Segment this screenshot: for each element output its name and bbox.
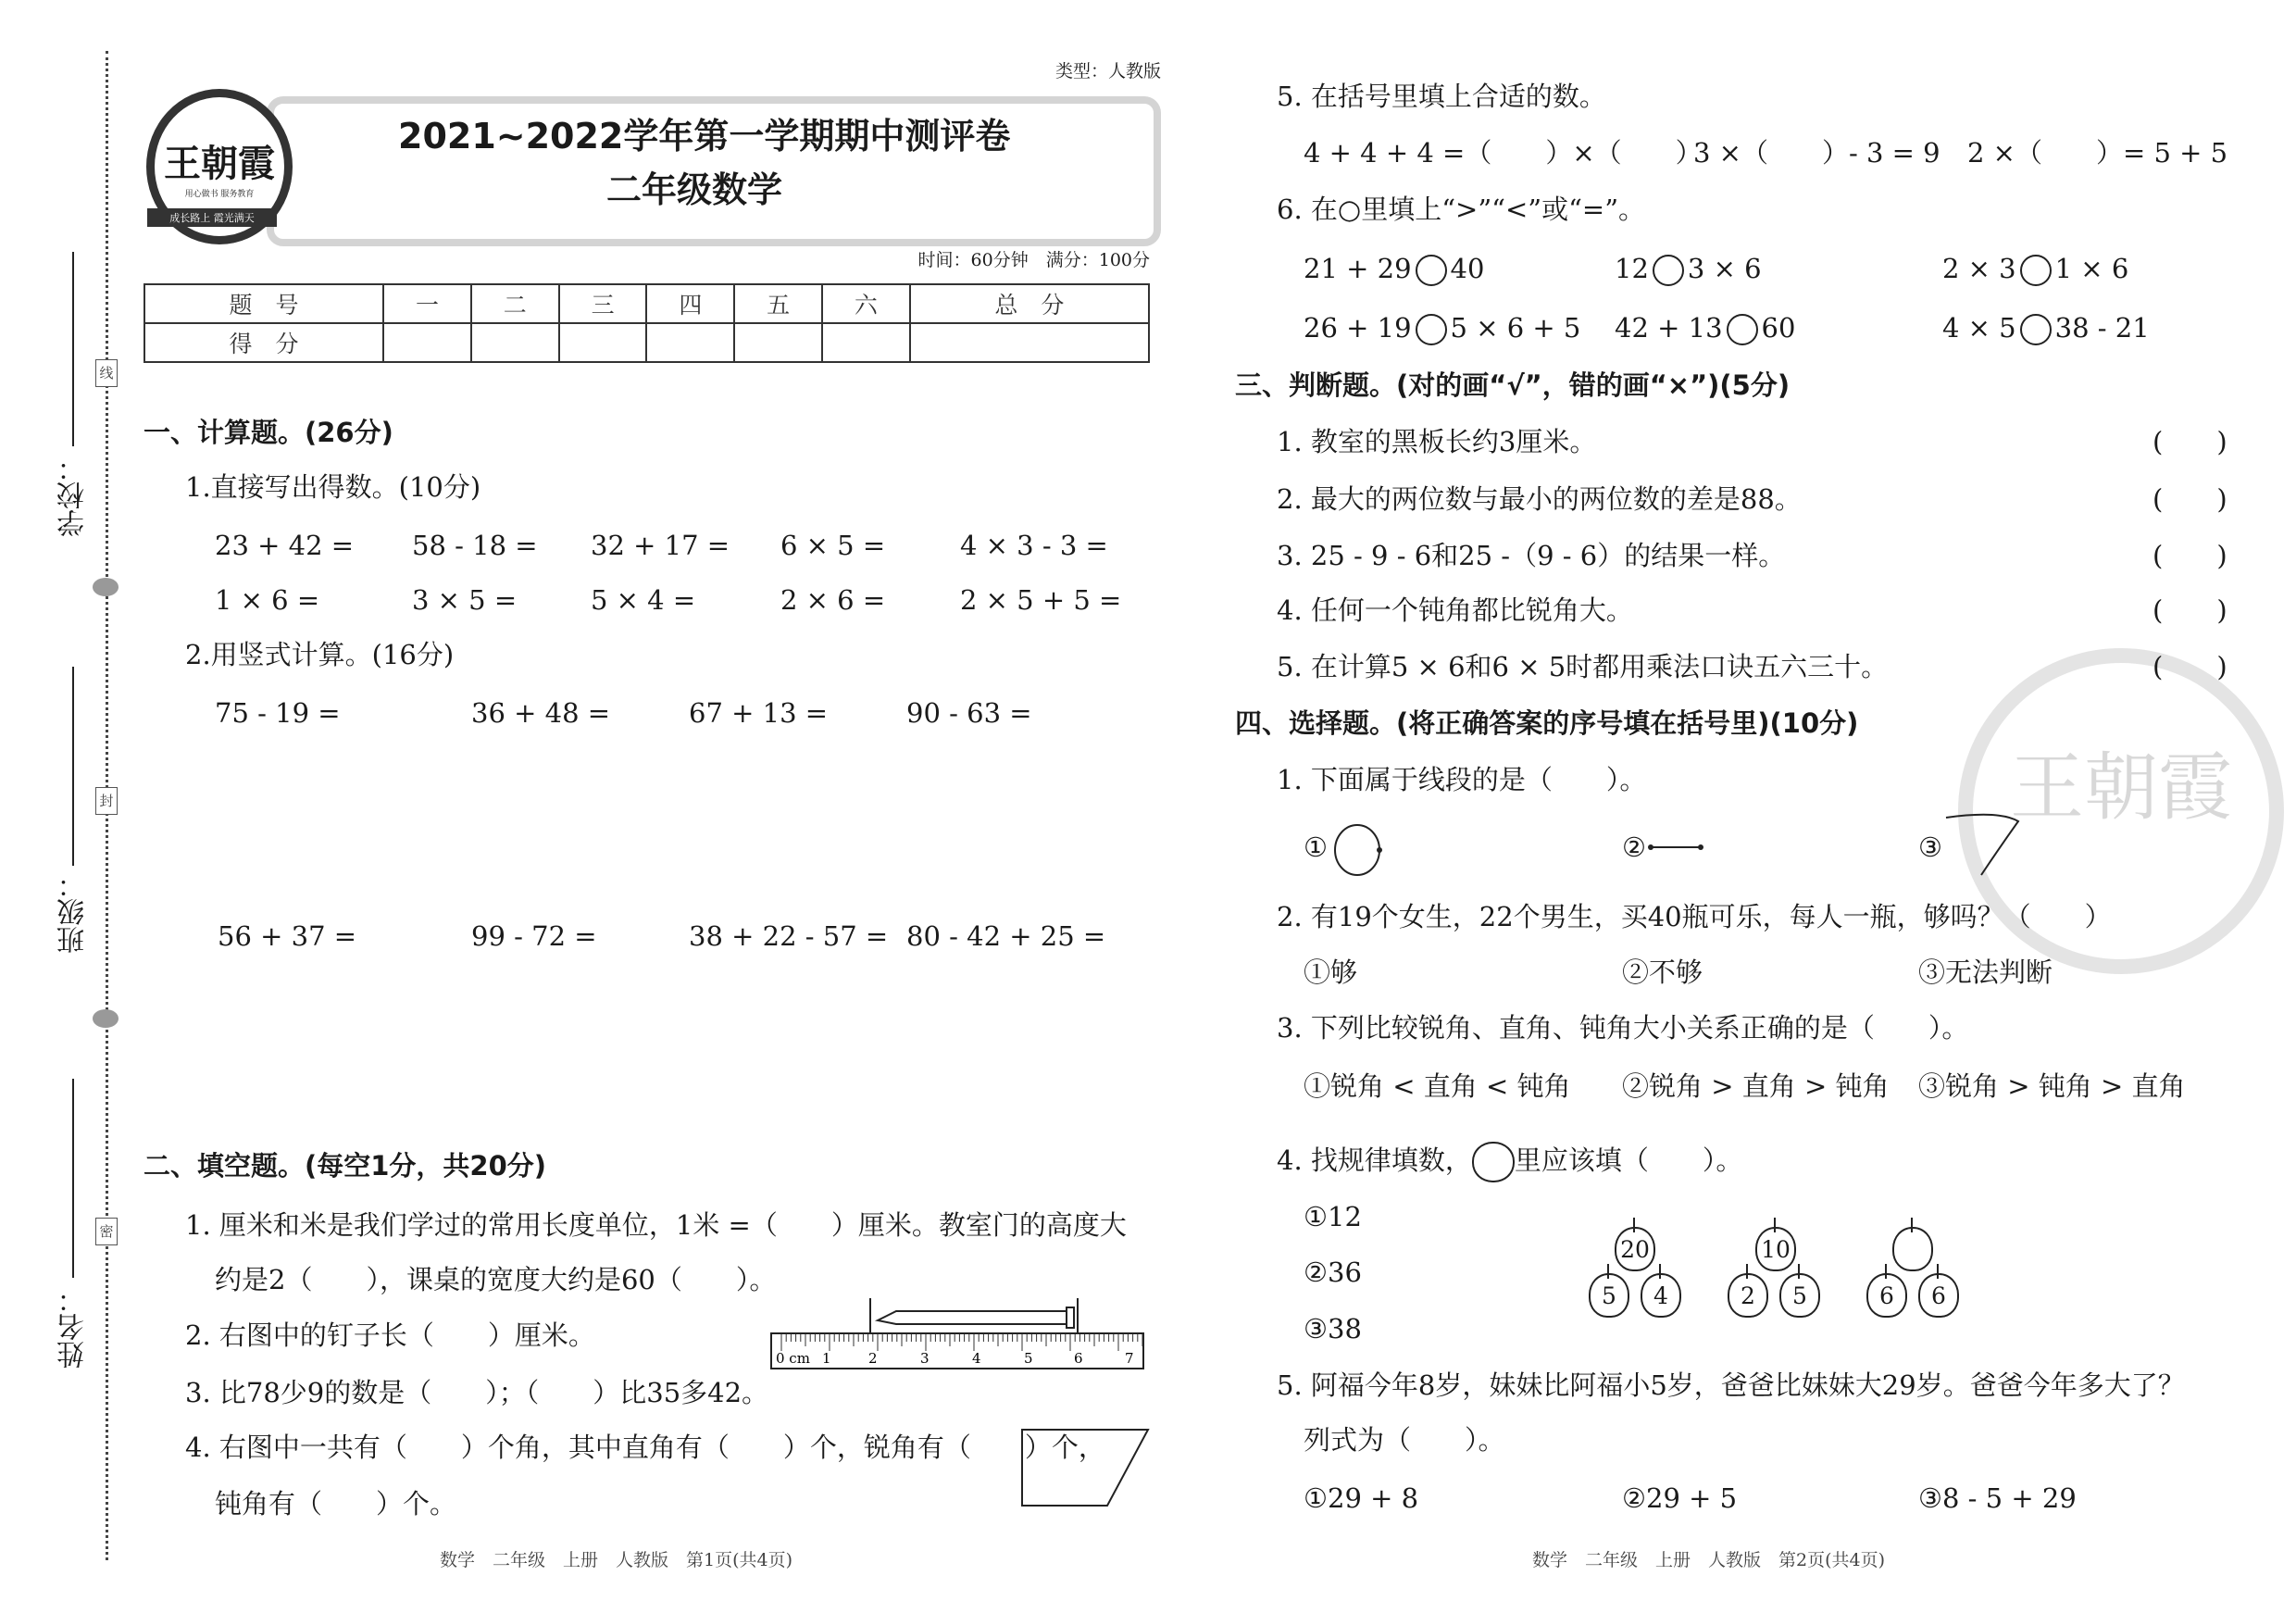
compare-item: [1615, 253, 1762, 286]
answer-paren[interactable]: ( ): [2152, 540, 2227, 571]
expression: 80 - 42 + 25 =: [906, 920, 1106, 952]
ruler-label: 1: [822, 1350, 831, 1367]
score-cell[interactable]: [910, 323, 1149, 362]
class-underline: [72, 667, 74, 866]
option: ③38: [1304, 1313, 1362, 1344]
fill-item: 3 ×（ ）- 3 = 9: [1693, 137, 1940, 169]
option: ②29 + 5: [1622, 1482, 1738, 1514]
expression: 75 - 19 =: [215, 697, 341, 729]
compare-circle[interactable]: [2020, 314, 2052, 345]
circle-figure: [1331, 822, 1389, 878]
fill-q4-cont: 钝角有（ ）个。: [215, 1488, 457, 1519]
compare-circle[interactable]: [1727, 314, 1758, 345]
apple-right: 4: [1641, 1273, 1681, 1318]
q2-title: 2.用竖式计算。(16分): [185, 639, 455, 670]
section1-title: 一、计算题。(26分): [144, 417, 393, 448]
fill-item: 2 ×（ ）= 5 + 5: [1967, 137, 2228, 169]
header-cell: 二: [471, 284, 559, 323]
compare-left: 4 × 5: [1942, 312, 2016, 344]
score-table: [144, 283, 1150, 363]
name-underline: [72, 1079, 74, 1278]
choice-q2: 2. 有19个女生，22个男生，买40瓶可乐，每人一瓶，够吗？（ ）: [1277, 901, 2112, 932]
fill-item: 4 + 4 + 4 =（ ）×（ ）: [1304, 137, 1703, 169]
score-cell[interactable]: [471, 323, 559, 362]
compare-left: 2 × 3: [1942, 253, 2016, 284]
expression: 90 - 63 =: [906, 697, 1032, 729]
trapezoid-figure: [1018, 1426, 1153, 1511]
choice-q5: 5. 阿福今年8岁，妹妹比阿福小5岁，爸爸比妹妹大29岁。爸爸今年多大了？: [1277, 1369, 2185, 1401]
judge-item: 1. 教室的黑板长约3厘米。: [1277, 426, 1597, 457]
fill-q1-cont: 约是2（ ），课桌的宽度大约是60（ ）。: [215, 1264, 777, 1295]
ruler-label: 6: [1074, 1350, 1083, 1367]
header-cell: 五: [734, 284, 822, 323]
class-label: 班级：: [57, 870, 90, 954]
header-cell: 题 号: [144, 284, 383, 323]
compare-circle[interactable]: [1653, 255, 1684, 286]
nail-ruler-figure: [768, 1287, 1148, 1372]
ruler-label: 3: [920, 1350, 930, 1367]
option: ①29 + 8: [1304, 1482, 1419, 1514]
option: ③8 - 5 + 29: [1918, 1482, 2077, 1514]
expression: 4 × 3 - 3 =: [960, 530, 1108, 561]
compare-right: 3 × 6: [1687, 253, 1762, 284]
section3-title: 三、判断题。(对的画“√”，错的画“×”)(5分): [1235, 369, 1791, 401]
expression: 5 × 4 =: [591, 584, 696, 616]
ring-icon: [93, 1009, 119, 1028]
option: ①够: [1304, 957, 1358, 988]
type-label: 类型：人教版: [1055, 61, 1162, 81]
compare-circle[interactable]: [2020, 255, 2052, 286]
option: ②: [1622, 832, 1646, 863]
ruler-label: 2: [868, 1350, 878, 1367]
ruler-label: 5: [1024, 1350, 1033, 1367]
compare-right: 5 × 6 + 5: [1450, 312, 1581, 344]
score-cell[interactable]: [646, 323, 734, 362]
section4-title: 四、选择题。(将正确答案的序号填在括号里)(10分): [1235, 707, 1859, 739]
expression: 6 × 5 =: [780, 530, 886, 561]
header-cell: 一: [383, 284, 471, 323]
ruler-label: 0 cm: [776, 1350, 810, 1367]
choice-q1: 1. 下面属于线段的是（ ）。: [1277, 764, 1647, 795]
compare-left: 26 + 19: [1304, 312, 1412, 344]
compare-circle[interactable]: [1416, 255, 1447, 286]
expression: 99 - 72 =: [471, 920, 597, 952]
fill-q2: 2. 右图中的钉子长（ ）厘米。: [185, 1319, 595, 1351]
compare-circle[interactable]: [1416, 314, 1447, 345]
answer-paren[interactable]: ( ): [2152, 426, 2227, 457]
judge-item: 4. 任何一个钝角都比锐角大。: [1277, 594, 1633, 626]
table-row: [144, 323, 1149, 362]
judge-item: 5. 在计算5 × 6和6 × 5时都用乘法口诀五六三十。: [1277, 651, 1889, 682]
time-info: 时间：60分钟 满分：100分: [917, 250, 1150, 270]
ring-icon: [93, 578, 119, 596]
name-label: 姓名：: [57, 1285, 90, 1369]
expression: 1 × 6 =: [215, 584, 320, 616]
footer-page2: 数学 二年级 上册 人教版 第2页(共4页): [1532, 1550, 1886, 1570]
choice-q4: [1277, 1142, 1742, 1182]
expression: 58 - 18 =: [412, 530, 538, 561]
q1-title: 1.直接写出得数。(10分): [185, 471, 481, 503]
logo-ribbon: 成长路上 霞光满天: [147, 208, 277, 227]
compare-right: 40: [1450, 253, 1485, 284]
expression: 2 × 5 + 5 =: [960, 584, 1122, 616]
score-cell[interactable]: [383, 323, 471, 362]
ruler-label: 7: [1125, 1350, 1134, 1367]
seal-seal: 封: [95, 787, 118, 815]
q4-suffix: 里应该填（ ）。: [1514, 1144, 1743, 1176]
answer-paren[interactable]: ( ): [2152, 483, 2227, 515]
option: ③无法判断: [1918, 957, 2053, 988]
answer-paren[interactable]: ( ): [2152, 594, 2227, 626]
option: ③: [1918, 832, 1942, 863]
apple-right: 5: [1779, 1273, 1820, 1318]
expression: 23 + 42 =: [215, 530, 355, 561]
apple-left: 2: [1728, 1273, 1768, 1318]
compare-left: 12: [1615, 253, 1649, 284]
apple-top: 10: [1755, 1227, 1796, 1271]
fill-q5: 5. 在括号里填上合适的数。: [1277, 81, 1606, 112]
curve-figure: [1944, 810, 2028, 880]
fill-q3: 3. 比78少9的数是（ ）；（ ）比35多42。: [185, 1377, 769, 1408]
logo-slogan: 用心做书 服务教育: [184, 190, 255, 199]
expression: 67 + 13 =: [689, 697, 829, 729]
school-label: 学校：: [57, 454, 90, 537]
header-cell: 四: [646, 284, 734, 323]
expression: 56 + 37 =: [218, 920, 357, 952]
expression: 2 × 6 =: [780, 584, 886, 616]
header-cell: 总 分: [910, 284, 1149, 323]
expression: 36 + 48 =: [471, 697, 611, 729]
option: ①12: [1304, 1201, 1362, 1232]
option: ③锐角 > 钝角 > 直角: [1918, 1070, 2186, 1102]
row-label: 得 分: [144, 323, 383, 362]
segment-figure: [1648, 838, 1703, 857]
footer-page1: 数学 二年级 上册 人教版 第1页(共4页): [440, 1550, 793, 1570]
brand-logo: [146, 89, 293, 244]
score-cell[interactable]: [559, 323, 647, 362]
score-cell[interactable]: [734, 323, 822, 362]
compare-item: [1304, 312, 1580, 345]
judge-item: 2. 最大的两位数与最小的两位数的差是88。: [1277, 483, 1802, 515]
compare-right: 38 - 21: [2054, 312, 2150, 344]
apple-top[interactable]: [1892, 1227, 1933, 1271]
ruler-label: 4: [972, 1350, 981, 1367]
page-subtitle: 二年级数学: [605, 169, 782, 210]
fill-q1: 1. 厘米和米是我们学过的常用长度单位，1米 =（ ）厘米。教室门的高度大: [185, 1209, 1127, 1241]
school-underline: [72, 252, 74, 446]
apple-left: 6: [1866, 1273, 1907, 1318]
option: ①: [1304, 832, 1328, 863]
apple-left: 5: [1589, 1273, 1629, 1318]
choice-q3: 3. 下列比较锐角、直角、钝角大小关系正确的是（ ）。: [1277, 1012, 1969, 1044]
section2-title: 二、填空题。(每空1分，共20分): [144, 1150, 547, 1182]
table-row: [144, 284, 1149, 323]
option: ②锐角 > 直角 > 钝角: [1622, 1070, 1890, 1102]
watermark-name: 王朝霞: [2010, 744, 2232, 831]
logo-name: 王朝霞: [164, 142, 275, 185]
apple-right: 6: [1918, 1273, 1959, 1318]
compare-left: 42 + 13: [1615, 312, 1723, 344]
page-title: 2021~2022学年第一学期期中测评卷: [398, 116, 1011, 156]
compare-item: [1942, 253, 2128, 286]
nail-icon: [878, 1311, 1067, 1324]
fill-q4: 4. 右图中一共有（ ）个角，其中直角有（ ）个，锐角有（ ）个，: [185, 1432, 1105, 1463]
option: ②不够: [1622, 957, 1703, 988]
compare-item: [1942, 312, 2150, 345]
header-cell: 三: [559, 284, 647, 323]
compare-right: 1 × 6: [2054, 253, 2129, 284]
expression: 32 + 17 =: [591, 530, 730, 561]
apple-icon: [1472, 1142, 1515, 1182]
choice-q5-cont: 列式为（ ）。: [1304, 1424, 1505, 1456]
compare-right: 60: [1761, 312, 1796, 344]
judge-item: 3. 25 - 9 - 6和25 -（9 - 6）的结果一样。: [1277, 540, 1786, 571]
q4-prefix: 4. 找规律填数，: [1277, 1144, 1472, 1176]
option: ②36: [1304, 1257, 1362, 1288]
expression: 38 + 22 - 57 =: [689, 920, 889, 952]
apple-top: 20: [1615, 1227, 1655, 1271]
score-cell[interactable]: [822, 323, 910, 362]
option: ①锐角 < 直角 < 钝角: [1304, 1070, 1571, 1102]
answer-paren[interactable]: ( ): [2152, 651, 2227, 682]
compare-item: [1615, 312, 1795, 345]
seal-secret: 密: [95, 1218, 118, 1245]
compare-left: 21 + 29: [1304, 253, 1412, 284]
expression: 3 × 5 =: [412, 584, 518, 616]
compare-item: [1304, 253, 1484, 286]
fill-q6: 6. 在○里填上“>”“<”或“=”。: [1277, 194, 1646, 225]
header-cell: 六: [822, 284, 910, 323]
seal-line: 线: [95, 359, 118, 387]
